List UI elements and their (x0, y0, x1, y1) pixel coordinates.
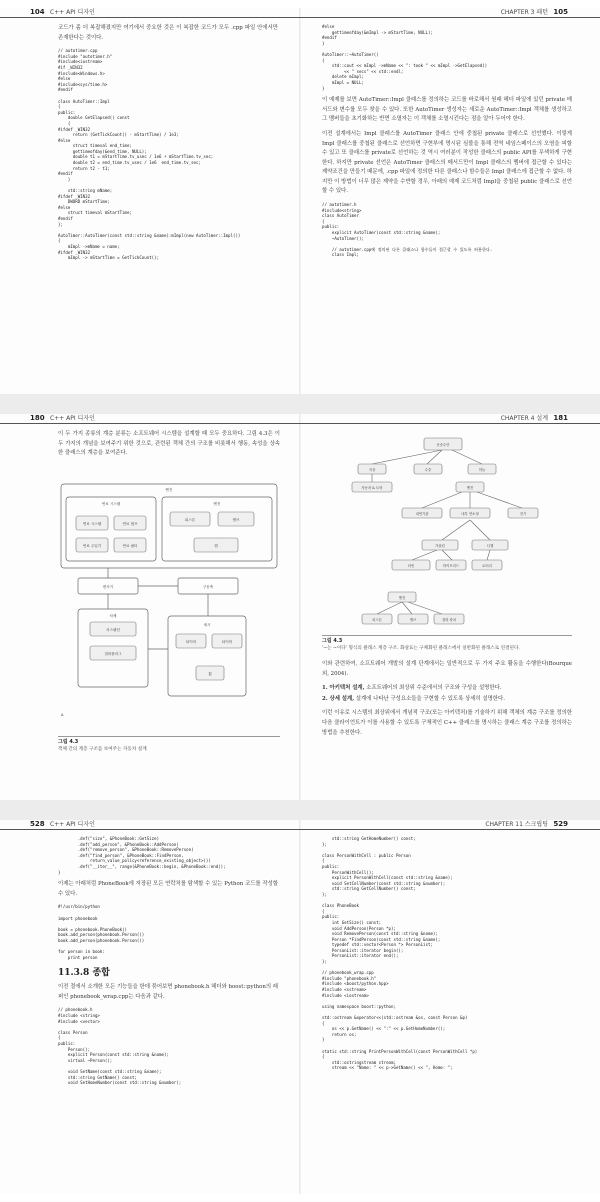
list-item-text: 소프트웨어의 최상위 수준에서의 구조와 구성을 설명한다. (364, 685, 502, 692)
drive-system-label: 연료 시스템 (101, 501, 121, 506)
code-listing: #else gettimeofday(&mImpl -> mStartTime, NULL); #endif } AutoTimer::~AutoTimer() { std::cout << mImpl ->mName << ": took " << mImpl ->GetElapsed() << " secs" << std::endl; delete mImpl; mImpl = NULL; } (322, 24, 488, 91)
list-item (322, 684, 572, 694)
drive-shaft-label: 구동축 (202, 584, 214, 589)
spread-separator (0, 800, 600, 820)
page-content (58, 24, 278, 266)
book-spread-2 (0, 414, 600, 800)
body-paragraph: 이전 절에서 소개한 모든 기능들을 한데 묶어보면 phonebook.h 헤더와 boost::python의 래퍼인 phonebook_wrap.cpp는 다음과 같다. (58, 984, 278, 1000)
diagram-corner-label: A (61, 712, 64, 717)
figure-title: 그림 4.3 (322, 638, 343, 644)
page-180 (0, 414, 300, 800)
land-label: 지상 (368, 468, 376, 472)
ice-label: 내연기관 (415, 512, 429, 516)
tire-a-label: 타이어 (185, 639, 197, 644)
page-number: 104 (30, 8, 45, 16)
figure-title: 그림 4.3 (58, 738, 79, 745)
bottom-b-label: 밸브 (409, 618, 417, 622)
page-header (0, 8, 300, 18)
chassis-label: 섀시 (203, 622, 211, 627)
page-content (322, 24, 572, 263)
car-label: 엔진 (165, 487, 173, 492)
running-title: C++ API 디자인 (50, 9, 95, 16)
valve-label: 밸브 (232, 517, 240, 522)
running-title: CHAPTER 11 스크립팅 (485, 821, 548, 828)
code-listing: // autotimer.h #include<string> class AutoTimer { public: explicit AutoTimer(const std::string &name); ~AutoTimer(); // autotimer.cpp에 정의된 다른 클래스나 함수들이 접근할 수 있도록 허용한다. class Impl; (322, 202, 493, 258)
page-header (0, 414, 300, 424)
suspension-label: 서스펜션 (106, 627, 120, 632)
page-header (0, 820, 300, 830)
page-104 (0, 8, 300, 394)
body-paragraph: 이 두 가지 종류의 계층 분류는 소프트웨어 시스템을 설계할 때 모두 중요하다. 그림 4.3은 이 두 가지의 개념을 보여주기 위한 것으로, 관련된 객체 간의 구조를 비롯해서 행동, 속성을 상속한 클래스의 계층을 보여준다. (58, 431, 280, 457)
figure-description: '~는 ~이다' 형식의 클래스 계층 구조. 화살표는 구체화된 클래스에서 일반화된 클래스로 연결된다. (322, 646, 520, 651)
hybrid-label: 하이브리드 (442, 564, 460, 568)
list-item-term: 2. 상세 설계, (322, 695, 355, 702)
running-title: C++ API 디자인 (50, 821, 95, 828)
figure-caption (58, 736, 280, 753)
chassis-box (168, 616, 246, 696)
body-paragraph: 코드가 좀 더 복잡해졌지만 여기에서 중요한 것은 이 복잡한 코드가 모두 .cpp 파일 안에서만 존재한다는 것이다. (58, 25, 278, 41)
bottom-top-label: 엔진 (398, 596, 406, 600)
body-paragraph: 이제는 아래처럼 PhoneBook에 저장된 모든 연락처를 탐색할 수 있는 Python 코드를 작성할 수 있다. (58, 881, 278, 897)
list-item-text: 설계에 나타난 구성요소들을 구현할 수 있도록 상세히 설명한다. (354, 695, 505, 702)
body-paragraph: 이와 관련하여, 소프트웨어 개발의 설계 단계에서는 일반적으로 두 가지 주요 활동을 수행한다(Bourque 외, 2004). (322, 661, 572, 677)
internal-label: 내부 연소형 (461, 512, 479, 516)
page-content (58, 836, 278, 1091)
piston-label: 피스톤 (184, 517, 196, 522)
bottom-c-label: 점화 장치 (441, 618, 457, 622)
page-content (322, 836, 572, 1076)
page-181 (300, 414, 600, 800)
transmission-label: 변속기 (102, 584, 114, 589)
page-number: 181 (553, 414, 568, 422)
body-label: 차체 (109, 613, 117, 618)
engine-root-label: 엔진 (466, 486, 474, 490)
rotary-label: 로터리 (482, 564, 492, 568)
page-529 (300, 820, 600, 1194)
vehicle-label: 운송수단 (436, 443, 450, 447)
code-listing: // phonebook.h #include <string> #include <vector> class Person { public: Person(); explicit Person(const std::string &name); virtual ~Person(); void SetName(const std::string &name); std::string GetName() const; void SetHomeNumber(const std::string &number); (58, 1007, 182, 1086)
turbine-label: 터빈 (407, 564, 415, 568)
page-number: 528 (30, 820, 45, 828)
page-header (300, 414, 600, 424)
figure-description: 객체 간의 계층 구조를 보여주는 자동차 설계 (58, 746, 147, 752)
page-number: 180 (30, 414, 45, 422)
code-listing: .def("size", &PhoneBook::GetSize) .def("add_person", &PhoneBook::AddPerson) .def("remove_person", &PhoneBook::RemovePerson) .def("find_person", &PhoneBook::FindPerson, return_value_policy<reference_existing_object>()) .def("__iter__", range(&PhoneBook::begin, &PhoneBook::end)); } (58, 836, 226, 875)
object-hierarchy-diagram (58, 464, 280, 729)
fuel-tank-label: 연료 시스템 (82, 521, 102, 526)
body-paragraph: 이 예제를 보면 AutoTimer::Impl 클래스를 정의하는 코드를 바로해서 원래 헤더 파일에 있던 private 메서드와 변수를 모두 찾을 수 있다. 또한 AutoTimer 생성자는 새로운 AutoTimer::Impl 객체를 생성하고 그 멤버들을 초기화하는 반면 소멸자는 이 객체를 소멸시킨다는 점을 알아 두어야 한다. (322, 97, 572, 123)
wheel-label: 휠 (208, 671, 212, 676)
page-number: 529 (553, 820, 568, 828)
fuel-pump-label: 연료 펌프 (122, 521, 138, 526)
book-spread-1 (0, 8, 600, 394)
page-header (300, 820, 600, 830)
page-105 (300, 8, 600, 394)
sub-label: 자동차 & 트럭 (361, 486, 383, 490)
body-paragraph: 이전 설계에서는 Impl 클래스를 AutoTimer 클래스 안에 중첩된 private 클래스로 선언했다. 이렇게 Impl 클래스를 중첩된 클래스로 선언하면 구현부에 명시된 심볼을 통해 전역 네임스페이스의 오염을 피할 수 있고 또 클래스를 private로 선언하는 것 역시 여러분이 작성한 클래스의 public API를 무색하게 구현한다. 하지만 private 선언은 AutoTimer 클래스의 메서드만이 Impl 클래스의 멤버에 접근할 수 있다는 제약조건을 만들기 때문에, .cpp 파일에 정의한 다른 클래스나 함수들은 Impl 클래스에 접근할 수 없다. 하지만 이 방법이 너무 많은 제약을 수반할 경우, 아래의 예제 코드처럼 Impl을 중첩된 public 클래스로 선언할 수 있다. (322, 130, 572, 195)
code-listing: std::string GetHomeNumber() const; }; class PersonWithCell : public Person { public: PersonWithCell(); explicit PersonWithCell(const std::string &name); void SetCellNumber(const std::string &number); std::string GetCellNumber() const; }; class PhoneBook { public: int GetSize() const; void AddPerson(Person *p); void RemovePerson(const std::string &name); Person *FindPerson(const std::string &name); typedef std::vector<Person *> PersonList; PersonList::iterator begin(); PersonList::iterator end(); }; // phonebook_wrap.cpp #include "phonebook.h" #include <boost/python.hpp> #include <sstream> #include <iostream> using namespace boost::python; std::ostream &operator<<(std::ostream &os, const Person &p) { os << p.GetName() << ":" << p.GetHomeNumber(); return os; } static std::string PrintPersonWithCell(const PersonWithCell *p) { std::ostringstream stream; stream << "Name: " << p->GetName() << ", Home: "; (322, 836, 478, 1071)
sea-label: 수중 (424, 468, 432, 472)
filter-label: 연료 필터 (122, 543, 138, 548)
page-number: 105 (553, 8, 568, 16)
code-listing: // autotimer.cpp #include "autotimer.h" #include<iostream> #if _WIN32 #include<Windows.h> #else #include<sys/time.h> #endif class AutoTimer::Impl { public: double GetElapsed() const { #ifdef _WIN32 return (GetTickCount() - mStartTime) / 1e3; #else struct timeval end_time; gettimeofday(&end_time, NULL); double t1 = mStartTime.tv_usec / 1e6 + mStartTime.tv_sec; double t2 = end_time.tv_usec / 1e6 end_time.tv_sec; return t2 - t1; #endif } std::string mName; #ifdef _WIN32 DWORD mStartTime; #else struct timeval mStartTime; #endif }; AutoTimer::AutoTimer(const std::string &name):mImpl(new AutoTimer::Impl()) { mImpl ->mName = name; #ifdef _WIN32 mImpl -> mStartTime = GetTickCount(); (58, 48, 241, 261)
gas-label: 가솔린 (435, 544, 445, 548)
electric-label: 전기 (519, 512, 527, 516)
bottom-a-label: 피스톤 (372, 618, 382, 622)
engine-label: 엔진 (213, 501, 221, 506)
code-listing: #!/usr/bin/python import phonebook book = phonebook.PhoneBook() book.add_person(phonebook.Person()) book.add_person(phonebook.Person()) for person in book: print person (58, 904, 145, 960)
body-paragraph: 이런 이유로 시스템의 최상위에서 개념적 구조(또는 아키텍처)를 기술하기 위해 객체의 계층 구조를 정의한 다음 클라이언트가 이를 사용할 수 있도록 구체적인 C++ 클래스를 명시하는 클래스 계층 구조를 정의하는 방법을 추천한다. (322, 710, 572, 736)
running-title: CHAPTER 3 패턴 (500, 9, 548, 16)
figure-caption (322, 635, 572, 652)
running-title: C++ API 디자인 (50, 415, 95, 422)
book-spread-3 (0, 820, 600, 1194)
page-528 (0, 820, 300, 1194)
list-item-term: 1. 아키텍처 설계, (322, 685, 365, 692)
diesel-label: 디젤 (486, 544, 494, 548)
spread-separator (0, 394, 600, 414)
cam-label: 캠 (214, 543, 218, 548)
page-header (300, 8, 600, 18)
page-content (322, 430, 572, 743)
class-hierarchy-diagram (322, 430, 572, 628)
running-title: CHAPTER 4 설계 (500, 415, 548, 422)
tire-b-label: 타이어 (221, 639, 233, 644)
spark-plug-label: 점화플러그 (104, 651, 122, 656)
air-label: 하늘 (478, 468, 486, 472)
page-content (58, 430, 280, 753)
list-item (322, 695, 572, 705)
section-heading: 11.3.8 종합 (58, 968, 110, 979)
injector-label: 연료 주입기 (82, 543, 102, 548)
